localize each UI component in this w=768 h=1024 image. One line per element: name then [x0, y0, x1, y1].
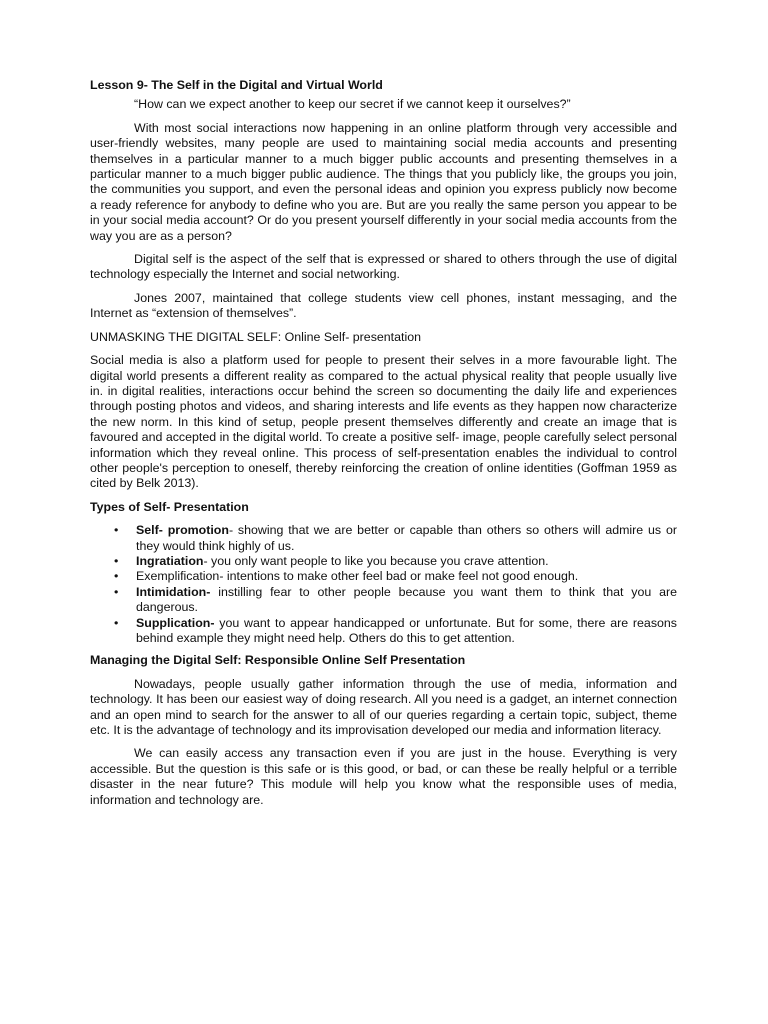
list-item-term: Intimidation-	[136, 584, 211, 599]
list-item-text: you want to appear handicapped or unfortunate. But for some, there are reasons behind example they might need help. Others do this to get attention.	[136, 615, 677, 645]
list-item-term: Ingratiation	[136, 553, 204, 568]
opening-quote: “How can we expect another to keep our secret if we cannot keep it ourselves?”	[134, 97, 571, 112]
list-item-text: - showing that we are better or capable than others so others will admire us or they would think highly of us.	[136, 523, 677, 553]
managing-paragraph-1: Nowadays, people usually gather information through the use of media, information and technology. It has been our easiest way of doing research. All you need is a gadget, an internet connection and an open mind to search for the answer to all of our queries regarding a certain topic, subject, theme etc. It is the advantage of technology and its improvisation developed our media and information literacy.	[90, 676, 677, 738]
list-item	[90, 569, 677, 584]
bullet-icon: •	[114, 523, 119, 538]
list-item	[90, 616, 677, 647]
managing-heading: Managing the Digital Self: Responsible Online Self Presentation	[90, 653, 466, 668]
managing-paragraph-2: We can easily access any transaction even if you are just in the house. Everything is very accessible. But the question is this safe or is this good, or bad, or can these be really helpful or a terrible disaster in the near future? This module will help you know what the responsible uses of media, information and technology are.	[90, 746, 677, 807]
list-item	[90, 523, 677, 554]
list-item-text: Exemplification- intentions to make other feel bad or make feel not good enough.	[136, 569, 579, 584]
unmasking-heading: UNMASKING THE DIGITAL SELF: Online Self- presentation	[90, 329, 421, 344]
bullet-icon: •	[114, 584, 119, 599]
intro-paragraph-3: Jones 2007, maintained that college students view cell phones, instant messaging, and the Internet as “extension of themselves”.	[90, 290, 677, 321]
document-page	[90, 78, 677, 816]
intro-paragraph-2: Digital self is the aspect of the self that is expressed or shared to others through the use of digital technology especially the Internet and social networking.	[90, 252, 677, 282]
list-item-text: instilling fear to other people because you want them to think that you are dangerous.	[136, 584, 677, 615]
list-item-term: Self- promotion	[136, 523, 229, 538]
list-item-text: - you only want people to like you because you crave attention.	[203, 553, 549, 568]
unmasking-paragraph: Social media is also a platform used for people to present their selves in a more favourable light. The digital world presents a different reality as compared to the actual physical reality that people usually live in. in digital realities, interactions occur behind the screen so documenting the daily life and experiences through posting photos and videos, and sharing interests and life events as they happen now characterize the new norm. In this kind of setup, people present themselves differently and create an image that is favoured and accepted in the digital world. To create a positive self- image, people carefully select personal information which they reveal online. This process of self-presentation enables the individual to control other people's perception to oneself, thereby reinforcing the creation of online identities (Goffman 1959 as cited by Belk 2013).	[90, 353, 677, 491]
bullet-icon: •	[114, 615, 119, 630]
bullet-icon: •	[114, 553, 119, 568]
list-item	[90, 585, 677, 616]
lesson-title: Lesson 9- The Self in the Digital and Virtual World	[90, 78, 383, 92]
list-item	[90, 554, 677, 569]
intro-paragraph-1: With most social interactions now happening in an online platform through very accessible and user-friendly websites, many people are used to maintaining social media accounts and presenting themselves in a particular manner to a much bigger public accounts and presenting themselves in a particular manner to a much bigger public audience. The things that you publicly like, the groups you join, the communities you support, and even the personal ideas and opinion you express publicly now become a ready reference for anybody to define who you are. But are you really the same person you appear to be in your social media account? Or do you present yourself differently in your social media accounts from the way you are as a person?	[90, 120, 677, 243]
list-item-term: Supplication-	[136, 615, 215, 630]
self-presentation-list	[90, 523, 677, 646]
bullet-icon: •	[114, 569, 119, 584]
types-heading: Types of Self- Presentation	[90, 499, 249, 514]
